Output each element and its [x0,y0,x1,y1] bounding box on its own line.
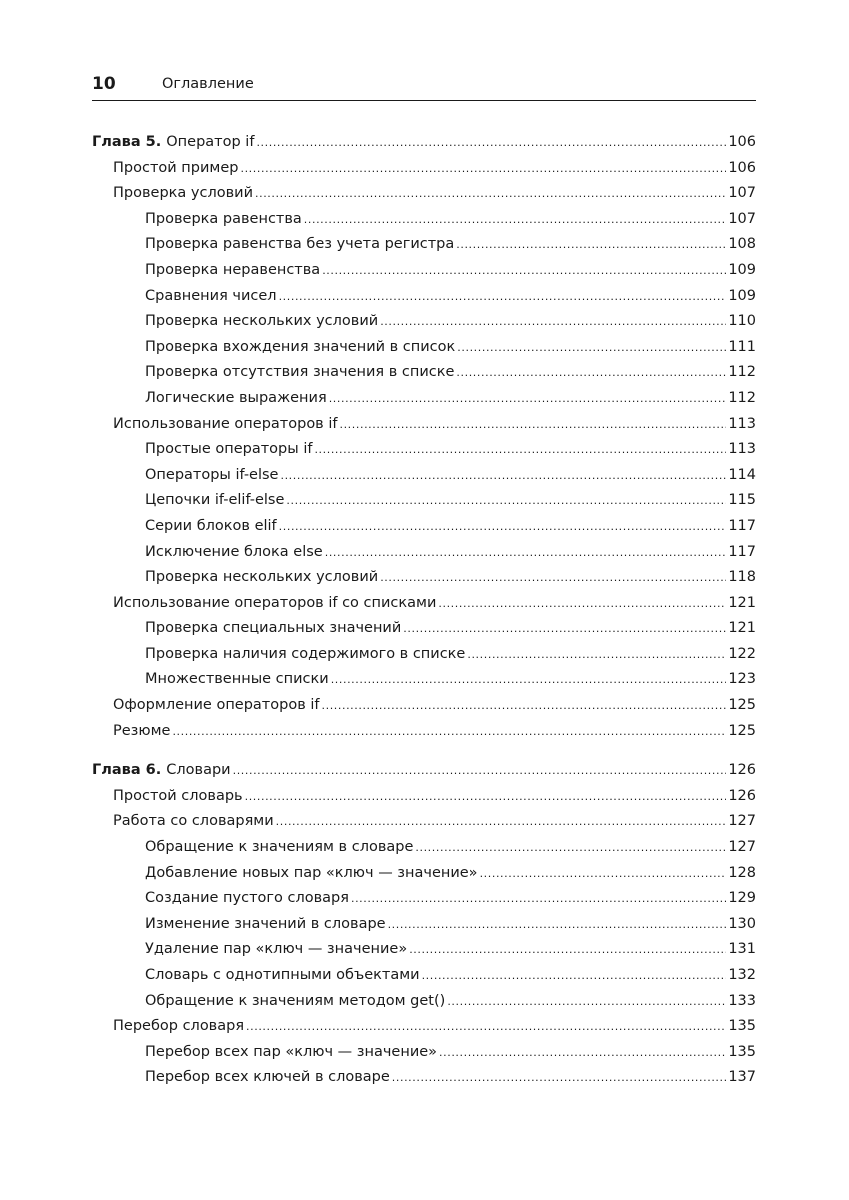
toc-entry-page: 125 [728,697,756,714]
toc-entry-page: 108 [728,236,756,253]
toc-subsection-entry[interactable] [92,463,756,489]
dot-leader [388,912,727,938]
page-number: 10 [92,74,116,94]
toc-entry-title: Простой словарь [113,787,243,804]
toc-subsection-entry[interactable] [92,488,756,514]
toc-subsection-entry[interactable] [92,912,756,938]
toc-entry-title: Логические выражения [145,389,327,406]
dot-leader [456,360,726,386]
toc-entry-title: Серии блоков elif [145,517,277,534]
toc-section-entry[interactable] [92,591,756,617]
toc-entry-page: 106 [728,159,756,176]
toc-entry-page: 112 [728,364,756,381]
dot-leader [467,642,726,668]
toc-entry-title: Проверка равенства без учета регистра [145,236,455,253]
toc-entry-title: Исключение блока else [145,543,323,560]
dot-leader [422,963,727,989]
dot-leader [279,284,727,310]
toc-entry-title: Цепочки if-elif-else [145,492,285,509]
toc-entry-page: 106 [728,134,756,150]
toc-entry-page: 107 [728,210,756,227]
toc-entry-title: Проверка вхождения значений в список [145,338,456,355]
dot-leader [322,693,727,719]
toc-entry-page: 113 [728,415,756,432]
toc-entry-page: 113 [728,441,756,458]
dot-leader [415,835,726,861]
dot-leader [304,207,727,233]
toc-entry-page: 117 [728,517,756,534]
toc-subsection-entry[interactable] [92,437,756,463]
toc-entry-page: 112 [728,389,756,406]
dot-leader [286,488,726,514]
toc-entry-title: Проверка специальных значений [145,620,402,637]
toc-entry-title: Простые операторы if [145,441,313,458]
dot-leader [351,886,726,912]
toc-entry-page: 125 [728,722,756,739]
toc-subsection-entry[interactable] [92,616,756,642]
toc-subsection-entry[interactable] [92,360,756,386]
toc-entry-page: 131 [728,941,756,958]
toc-entry-page: 109 [728,287,756,304]
toc-entry-page: 117 [728,543,756,560]
toc-subsection-entry[interactable] [92,963,756,989]
toc-entry-title: Перебор всех ключей в словаре [145,1069,390,1086]
dot-leader [380,565,726,591]
toc-entry-title: Словарь с однотипными объектами [145,967,420,983]
toc-entry-title: Добавление новых пар «ключ — значение» [145,864,478,881]
toc-subsection-entry[interactable] [92,642,756,668]
toc-subsection-entry[interactable] [92,667,756,693]
dot-leader [439,1040,726,1066]
toc-subsection-entry[interactable] [92,540,756,566]
toc-section-entry[interactable] [92,181,756,207]
toc-entry-title: Операторы if-else [145,466,279,483]
toc-entry-page: 110 [728,313,756,330]
dot-leader [339,412,726,438]
dot-leader [246,1014,726,1040]
dot-leader [314,437,726,463]
dot-leader [322,258,726,284]
toc-entry-page: 133 [728,992,756,1009]
toc-entry-page: 107 [728,185,756,202]
toc-entry-title: Сравнения чисел [145,287,277,304]
dot-leader [331,667,727,693]
toc-subsection-entry[interactable] [92,565,756,591]
dot-leader [276,809,727,835]
dot-leader [447,989,726,1015]
chapter-label: Глава 5. [92,134,162,150]
running-title: Оглавление [162,76,254,92]
toc-section-entry[interactable] [92,719,756,745]
dot-leader [456,232,726,258]
toc-entry-page: 109 [728,261,756,278]
dot-leader [256,130,726,156]
toc-chapter-entry[interactable] [92,130,756,156]
toc-entry-title: Изменение значений в словаре [145,915,386,932]
toc-subsection-entry[interactable] [92,886,756,912]
dot-leader [457,335,726,361]
toc-entry-page: 118 [728,569,756,586]
toc-subsection-entry[interactable] [92,309,756,335]
toc-entry-page: 123 [728,671,756,688]
toc-entry-title: Проверка неравенства [145,261,321,278]
toc-entry-page: 128 [728,864,756,881]
chapter-label: Глава 6. [92,762,162,779]
toc-entry-title: Проверка нескольких условий [145,313,379,330]
toc-subsection-entry[interactable] [92,284,756,310]
toc-subsection-entry[interactable] [92,861,756,887]
dot-leader [438,591,726,617]
dot-leader [255,181,726,207]
toc-entry-page: 135 [728,1018,756,1035]
toc-entry-title: Словари [166,762,231,779]
toc-entry-page: 111 [728,338,756,355]
toc-subsection-entry[interactable] [92,1040,756,1066]
toc-entry-page: 135 [728,1043,756,1060]
dot-leader [280,463,726,489]
toc-subsection-entry[interactable] [92,258,756,284]
toc-entry-title: Проверка условий [113,185,253,202]
toc-section-entry[interactable] [92,784,756,810]
toc-entry-page: 126 [728,762,756,779]
dot-leader [233,758,727,784]
dot-leader [245,784,727,810]
toc-entry-title: Проверка нескольких условий [145,569,379,586]
toc-entry-page: 122 [728,645,756,662]
toc-entry-title: Обращение к значениям в словаре [145,839,414,856]
dot-leader [325,540,727,566]
toc-entry-page: 121 [728,594,756,611]
toc-subsection-entry[interactable] [92,386,756,412]
dot-leader [240,156,726,182]
toc-entry-title: Оператор if [166,134,255,150]
toc-entry-title: Простой пример [113,159,239,176]
toc-section-entry[interactable] [92,809,756,835]
toc-section-entry[interactable] [92,156,756,182]
toc-subsection-entry[interactable] [92,835,756,861]
toc-subsection-entry[interactable] [92,335,756,361]
page-header [92,72,756,101]
toc-entry-title: Удаление пар «ключ — значение» [145,941,408,958]
toc-entry-page: 137 [728,1069,756,1086]
dot-leader [480,861,727,887]
toc-entry-title: Перебор всех пар «ключ — значение» [145,1043,438,1060]
dot-leader [409,937,726,963]
table-of-contents [92,130,756,1091]
toc-entry-title: Использование операторов if со списками [113,594,437,611]
dot-leader [279,514,727,540]
toc-subsection-entry[interactable] [92,514,756,540]
toc-entry-title: Множественные списки [145,671,329,688]
toc-entry-title: Резюме [113,722,171,739]
toc-entry-page: 121 [728,620,756,637]
toc-entry-title: Использование операторов if [113,415,338,432]
dot-leader [392,1065,727,1091]
dot-leader [403,616,726,642]
toc-entry-title: Создание пустого словаря [145,890,349,907]
toc-entry-title: Проверка наличия содержимого в списке [145,645,466,662]
toc-entry-page: 114 [728,466,756,483]
toc-entry-title: Оформление операторов if [113,697,320,714]
toc-section-entry[interactable] [92,693,756,719]
toc-entry-page: 132 [728,967,756,983]
dot-leader [172,719,726,745]
toc-entry-title: Работа со словарями [113,813,274,830]
toc-entry-page: 115 [728,492,756,509]
toc-entry-page: 129 [728,890,756,907]
toc-entry-page: 127 [728,813,756,830]
dot-leader [329,386,727,412]
toc-chapter-entry[interactable] [92,758,756,784]
toc-subsection-entry[interactable] [92,1065,756,1091]
toc-entry-title: Проверка равенства [145,210,302,227]
toc-section-entry[interactable] [92,412,756,438]
dot-leader [380,309,726,335]
toc-entry-page: 130 [728,915,756,932]
toc-entry-title: Обращение к значениям методом get() [145,992,446,1009]
toc-entry-page: 127 [728,839,756,856]
toc-subsection-entry[interactable] [92,207,756,233]
toc-subsection-entry[interactable] [92,989,756,1015]
toc-entry-title: Перебор словаря [113,1018,245,1035]
toc-entry-title: Проверка отсутствия значения в списке [145,364,455,381]
toc-subsection-entry[interactable] [92,937,756,963]
toc-subsection-entry[interactable] [92,232,756,258]
toc-entry-page: 126 [728,787,756,804]
toc-section-entry[interactable] [92,1014,756,1040]
